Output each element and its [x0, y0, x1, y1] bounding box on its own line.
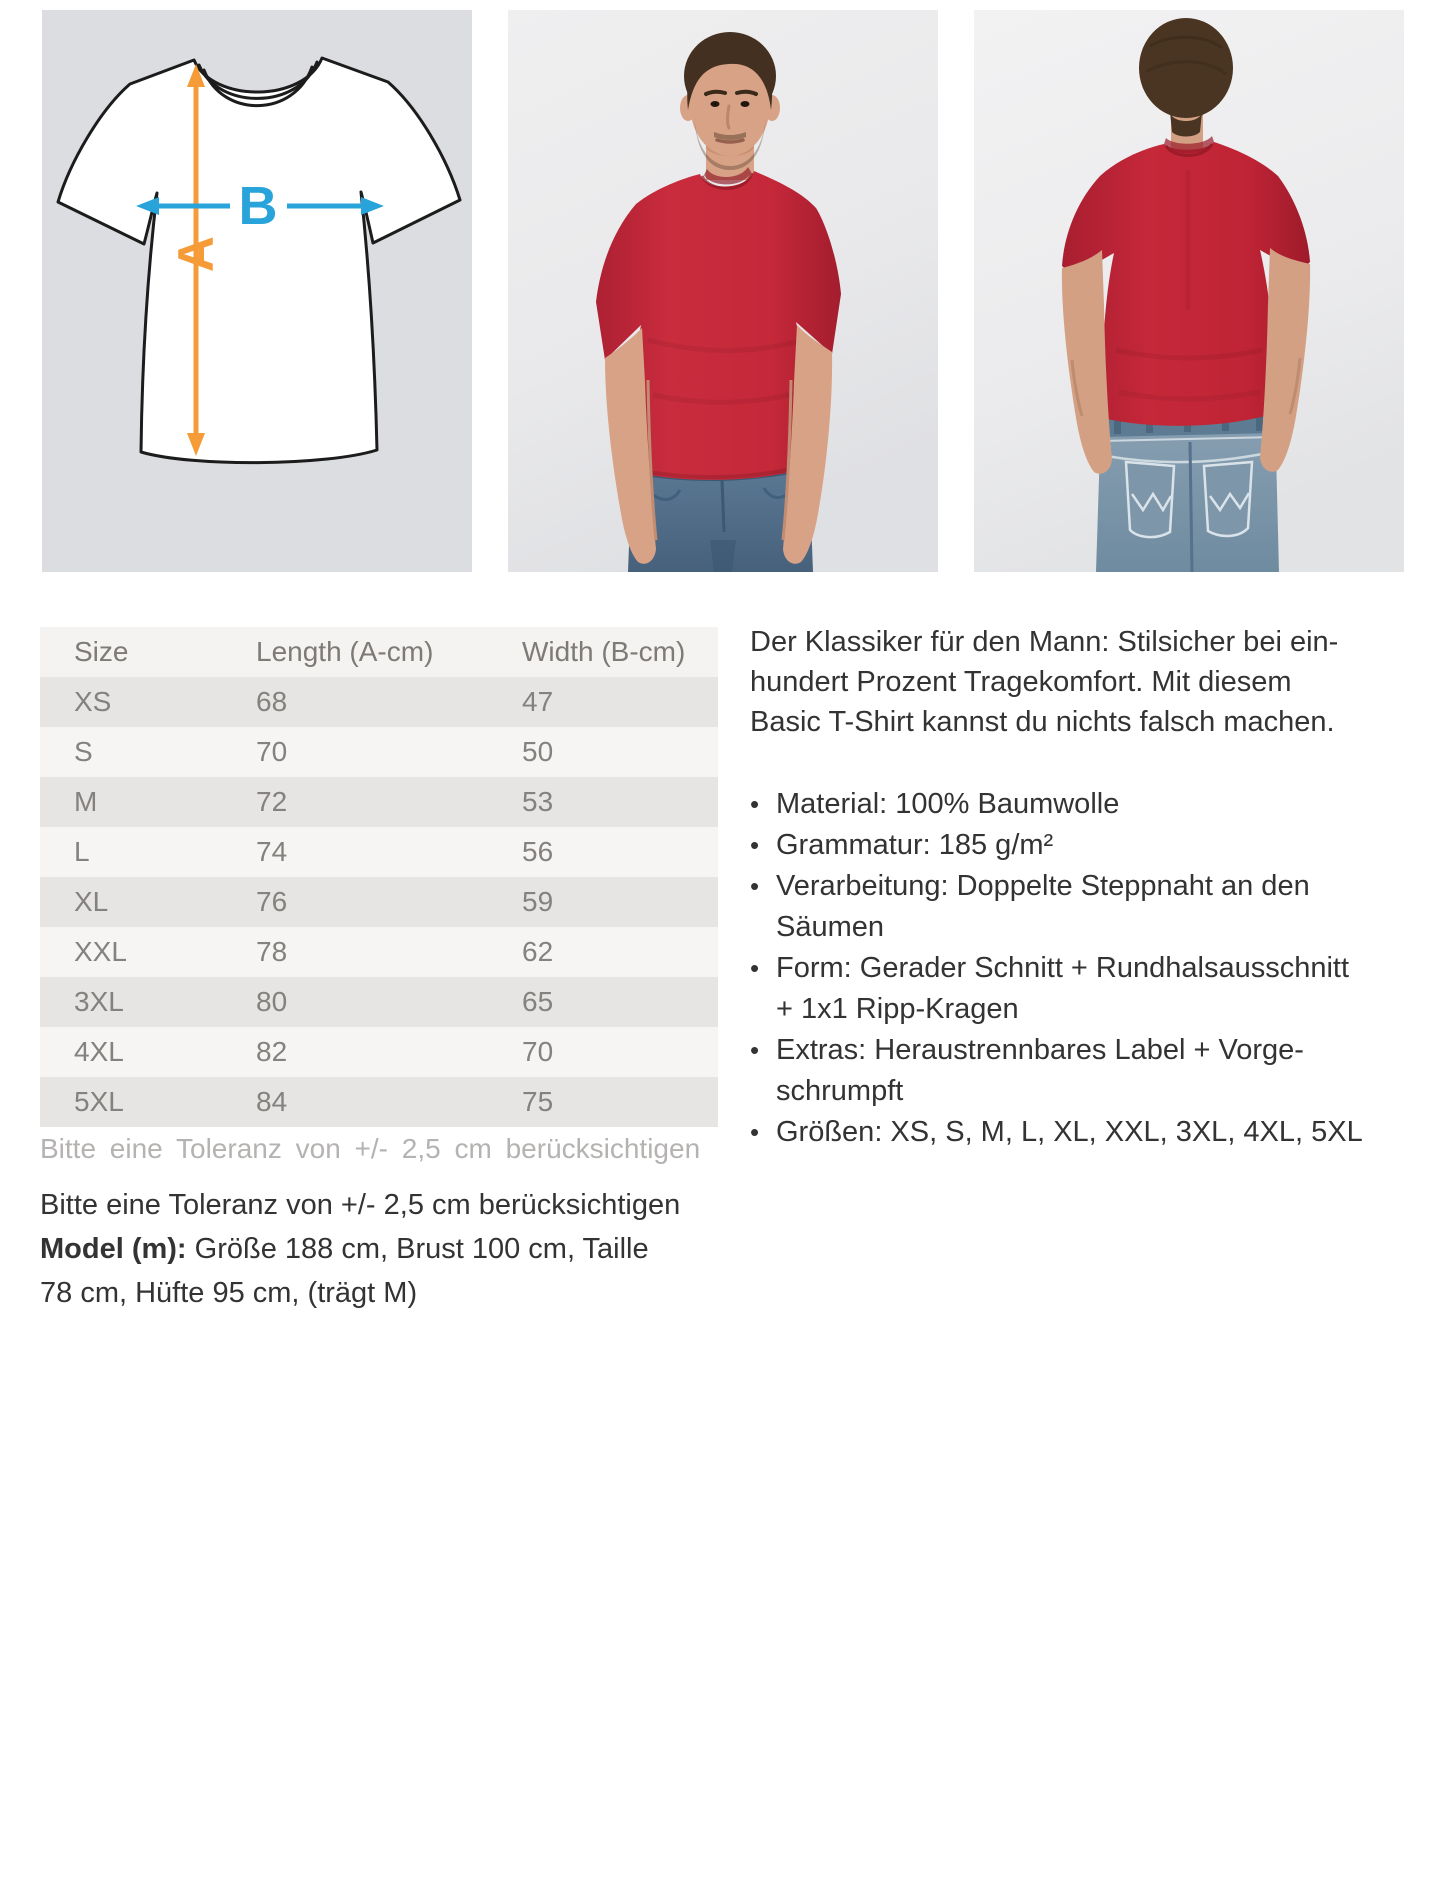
- table-row: [40, 1027, 718, 1077]
- bullet-dot: •: [750, 871, 760, 901]
- length-cell: 82: [256, 1036, 288, 1067]
- bullet-line: Extras: Heraustrennbares Label + Vorge-: [776, 1034, 1304, 1066]
- model-label: Model (m):: [40, 1233, 187, 1265]
- size-cell: 4XL: [74, 1036, 124, 1067]
- tshirt-measurement-diagram: [42, 10, 472, 572]
- intro-line: hundert Prozent Tragekomfort. Mit diesem: [750, 666, 1292, 698]
- length-cell: 76: [256, 886, 288, 917]
- bullet-text: [776, 825, 1414, 866]
- size-table-body: [40, 677, 718, 1127]
- width-cell: 56: [522, 836, 554, 867]
- bullet-line: Material: 100% Baumwolle: [776, 788, 1120, 820]
- model-info-text-1: Größe 188 cm, Brust 100 cm, Taille: [186, 1233, 649, 1265]
- width-cell: 53: [522, 786, 554, 817]
- model-back-illustration: [974, 10, 1404, 572]
- product-intro: [750, 622, 1414, 742]
- length-cell: 70: [256, 736, 288, 767]
- bullet-item: [750, 825, 1414, 866]
- intro-line: Basic T-Shirt kannst du nichts falsch machen.: [750, 706, 1335, 738]
- width-cell: 47: [522, 686, 554, 717]
- bullet-dot: •: [750, 1035, 760, 1065]
- column-header-length: Length (A-cm): [256, 636, 434, 667]
- model-front-illustration: [508, 10, 938, 572]
- measurement-notes: [40, 1183, 740, 1315]
- bullet-text: [776, 784, 1414, 825]
- bullet-line: + 1x1 Ripp-Kragen: [776, 993, 1019, 1025]
- table-row: [40, 827, 718, 877]
- size-cell: L: [74, 836, 90, 867]
- width-cell: 70: [522, 1036, 554, 1067]
- size-cell: XXL: [74, 936, 127, 967]
- clipped-table-row: [40, 1133, 718, 1164]
- label-a: A: [168, 235, 224, 273]
- width-cell: 65: [522, 986, 554, 1017]
- bullet-line: schrumpft: [776, 1075, 904, 1107]
- back-jeans: [1096, 412, 1279, 572]
- bullet-dot: •: [750, 830, 760, 860]
- length-cell: 84: [256, 1086, 288, 1117]
- size-cell: M: [74, 786, 98, 817]
- width-cell: 62: [522, 936, 554, 967]
- size-diagram-image: [42, 10, 472, 572]
- column-header-size: Size: [74, 636, 129, 667]
- width-cell: 75: [522, 1086, 554, 1117]
- width-cell: 59: [522, 886, 554, 917]
- label-b: B: [238, 176, 278, 236]
- bullet-dot: •: [750, 789, 760, 819]
- clipped-note-text: Bitte eine Toleranz von +/- 2,5 cm berücksichtigen: [40, 1133, 701, 1164]
- length-cell: 78: [256, 936, 288, 967]
- bullet-item: [750, 1030, 1414, 1112]
- bullet-item: [750, 866, 1414, 948]
- bullet-dot: •: [750, 1117, 760, 1147]
- bullet-line: Grammatur: 185 g/m²: [776, 829, 1054, 861]
- length-cell: 80: [256, 986, 288, 1017]
- length-cell: 68: [256, 686, 288, 717]
- size-cell: S: [74, 736, 93, 767]
- product-bullet-list: [750, 784, 1414, 1153]
- intro-line: Der Klassiker für den Mann: Stilsicher bei ein-: [750, 626, 1339, 658]
- model-info-line2: 78 cm, Hüfte 95 cm, (trägt M): [40, 1277, 418, 1309]
- width-cell: 50: [522, 736, 554, 767]
- bullet-text: [776, 1030, 1414, 1112]
- size-cell: XS: [74, 686, 112, 717]
- length-cell: 72: [256, 786, 288, 817]
- model-back-photo: [974, 10, 1404, 572]
- table-row: [40, 1077, 718, 1127]
- size-chart-table: [40, 627, 718, 1164]
- tolerance-note: Bitte eine Toleranz von +/- 2,5 cm berücksichtigen: [40, 1189, 681, 1221]
- bullet-item: [750, 1112, 1414, 1153]
- table-row: [40, 727, 718, 777]
- bullet-text: [776, 1112, 1414, 1153]
- bullet-dot: •: [750, 953, 760, 983]
- table-row: [40, 677, 718, 727]
- size-cell: 3XL: [74, 986, 124, 1017]
- bullet-text: [776, 948, 1414, 1030]
- length-cell: 74: [256, 836, 288, 867]
- bullet-line: Säumen: [776, 911, 885, 943]
- product-details: [750, 622, 1414, 1153]
- bullet-text: [776, 866, 1414, 948]
- bullet-item: [750, 784, 1414, 825]
- table-row: [40, 777, 718, 827]
- table-header-row: [40, 627, 718, 677]
- size-cell: 5XL: [74, 1086, 124, 1117]
- table-row: [40, 927, 718, 977]
- column-header-width: Width (B-cm): [522, 636, 686, 667]
- table-row: [40, 877, 718, 927]
- bullet-line: Verarbeitung: Doppelte Steppnaht an den: [776, 870, 1310, 902]
- bullet-line: Größen: XS, S, M, L, XL, XXL, 3XL, 4XL, 5XL: [776, 1116, 1363, 1148]
- bullet-item: [750, 948, 1414, 1030]
- bullet-line: Form: Gerader Schnitt + Rundhalsausschnitt: [776, 952, 1350, 984]
- size-cell: XL: [74, 886, 109, 917]
- model-front-photo: [508, 10, 938, 572]
- model-info-line1: [40, 1227, 740, 1271]
- table-row: [40, 977, 718, 1027]
